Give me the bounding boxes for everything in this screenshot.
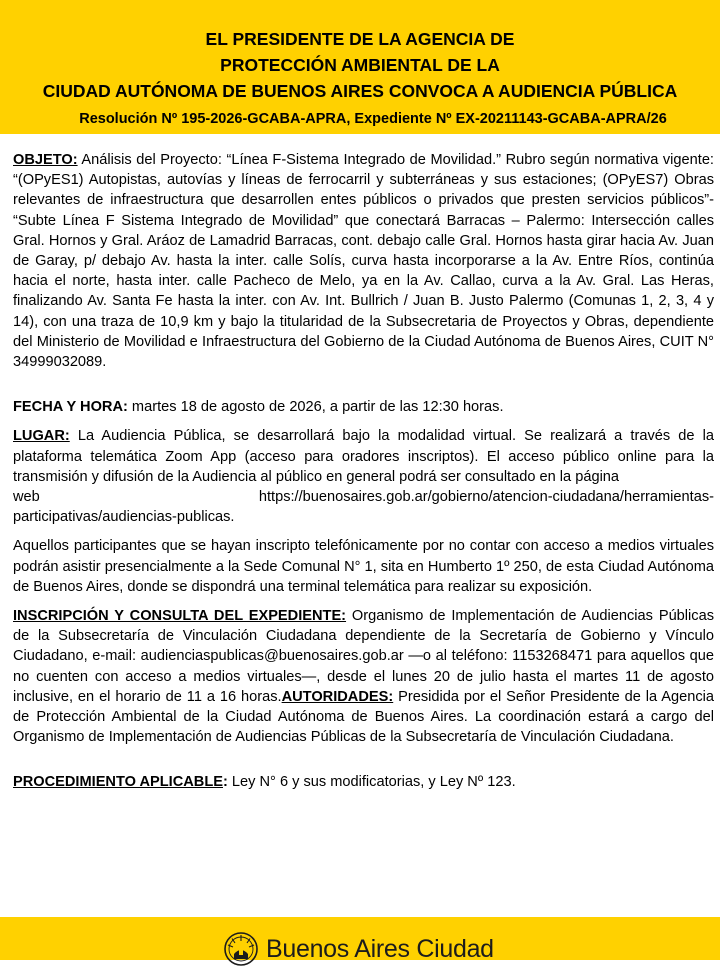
- web-word: web: [13, 489, 40, 506]
- footer-banner: [0, 917, 720, 963]
- header-title-line-1: EL PRESIDENTE DE LA AGENCIA DE: [205, 29, 515, 49]
- objeto-paragraph: [13, 150, 714, 372]
- document-body: [13, 150, 714, 793]
- header-banner: [0, 0, 720, 134]
- audiencia-url-part-1[interactable]: https://buenosaires.gob.ar/gobierno/atencion-ciudadana/herramientas-: [258, 489, 714, 506]
- lugar-paragraph: [13, 426, 714, 487]
- procedimiento-paragraph: [13, 772, 714, 792]
- city-seal-icon: [224, 932, 258, 966]
- procedimiento-label: PROCEDIMIENTO APLICABLE: [13, 774, 223, 791]
- presencial-paragraph: Aquellos participantes que se hayan inscripto telefónicamente por no contar con acceso a medios virtuales podrán asistir presencialmente a la Sede Comunal N° 1, sita en Humberto 1º 250, de esta Ciudad Autónoma de Buenos Aires, donde se dispondrá una terminal telemática para realizar su exposición.: [13, 538, 714, 595]
- audiencia-url-part-2[interactable]: participativas/audiencias-publicas.: [13, 509, 235, 526]
- procedimiento-text: Ley N° 6 y sus modificatorias, y Ley Nº 123.: [227, 774, 516, 791]
- procedimiento-colon: :: [223, 774, 228, 791]
- lugar-text: La Audiencia Pública, se desarrollará bajo la modalidad virtual. Se realizará a través de la plataforma telemática Zoom App (acceso para oradores inscriptos). El acceso público online para la transmisión y difusión de la Audiencia al público en general podrá ser consultado en la página: [13, 428, 714, 485]
- buenos-aires-logo: [224, 932, 494, 966]
- lugar-label: LUGAR:: [13, 428, 70, 445]
- inscripcion-label: INSCRIPCIÓN Y CONSULTA DEL EXPEDIENTE:: [13, 608, 347, 625]
- header-title-line-3: CIUDAD AUTÓNOMA DE BUENOS AIRES CONVOCA A AUDIENCIA PÚBLICA: [42, 81, 678, 101]
- objeto-label: OBJETO:: [13, 152, 78, 168]
- inscripcion-paragraph: [13, 606, 714, 747]
- header-title-line-2: PROTECCIÓN AMBIENTAL DE LA: [220, 55, 500, 75]
- logo-text: Buenos Aires Ciudad: [266, 934, 494, 963]
- autoridades-label: AUTORIDADES:: [281, 688, 394, 705]
- fecha-paragraph: [13, 397, 714, 417]
- resolution-reference: Resolución Nº 195-2026-GCABA-APRA, Expediente Nº EX-20211143-GCABA-APRA/26: [79, 111, 667, 127]
- fecha-text: martes 18 de agosto de 2026, a partir de las 12:30 horas.: [127, 399, 504, 416]
- objeto-text: Análisis del Proyecto: “Línea F-Sistema Integrado de Movilidad.” Rubro según normativa vigente: “(OPyES1) Autopistas, autovías y líneas de ferrocarril y subterráneas y sus estaciones; (OPyES7) Obras relevantes de infraestructura que desarrollen entes públicos o privados que presten servicios públicos”- “Subte Línea F Sistema Integrado de Movilidad” que conectará Barracas – Palermo: Intersección calles Gral. Hornos y Gral. Aráoz de Lamadrid Barracas, cont. debajo calle Gral. Hornos hasta girar hacia Av. Juan de Garay, p/ debajo Av. hasta la inter. calle Solís, curva hasta incorporarse a la Av. Entre Ríos, continúa hacia el norte, hasta inter. calle Pacheco de Melo, ya en la Av. Callao, curva a la Av. Gral. Las Heras, finalizando Av. Santa Fe hasta la inter. con Av. Int. Bullrich / Juan B. Justo Palermo (Comunas 1, 2, 3, 4 y 14), con una traza de 10,9 km y bajo la titularidad de la Subsecretaria de Proyectos y Obras, dependiente del Ministerio de Movilidad e Infraestructura del Gobierno de la Ciudad Autónoma de Buenos Aires, CUIT N° 34999032089.: [13, 152, 714, 371]
- inscripcion-text: Organismo de Implementación de Audiencias Públicas de la Subsecretaría de Vinculación Ciudadana dependiente de la Secretaría de Gobierno y Vínculo Ciudadano, e-mail: audienciaspublicas@buenosaires.gob.ar —o al teléfono: 1153268471 para aquellos que no cuenten con acceso a medios virtuales—, desde el lunes 20 de julio hasta el martes 11 de agosto inclusive, en el horario de 11 a 16 horas.: [13, 608, 714, 705]
- autoridades-text: Presidida por el Señor Presidente de la Agencia de Protección Ambiental de la Ciudad Autónoma de Buenos Aires. La coordinación estará a cargo del Organismo de Implementación de Audiencias Públicas de la Subsecretaría de Vinculación Ciudadana.: [13, 688, 714, 746]
- fecha-label: FECHA Y HORA:: [13, 399, 128, 416]
- lugar-url-line: [13, 487, 714, 507]
